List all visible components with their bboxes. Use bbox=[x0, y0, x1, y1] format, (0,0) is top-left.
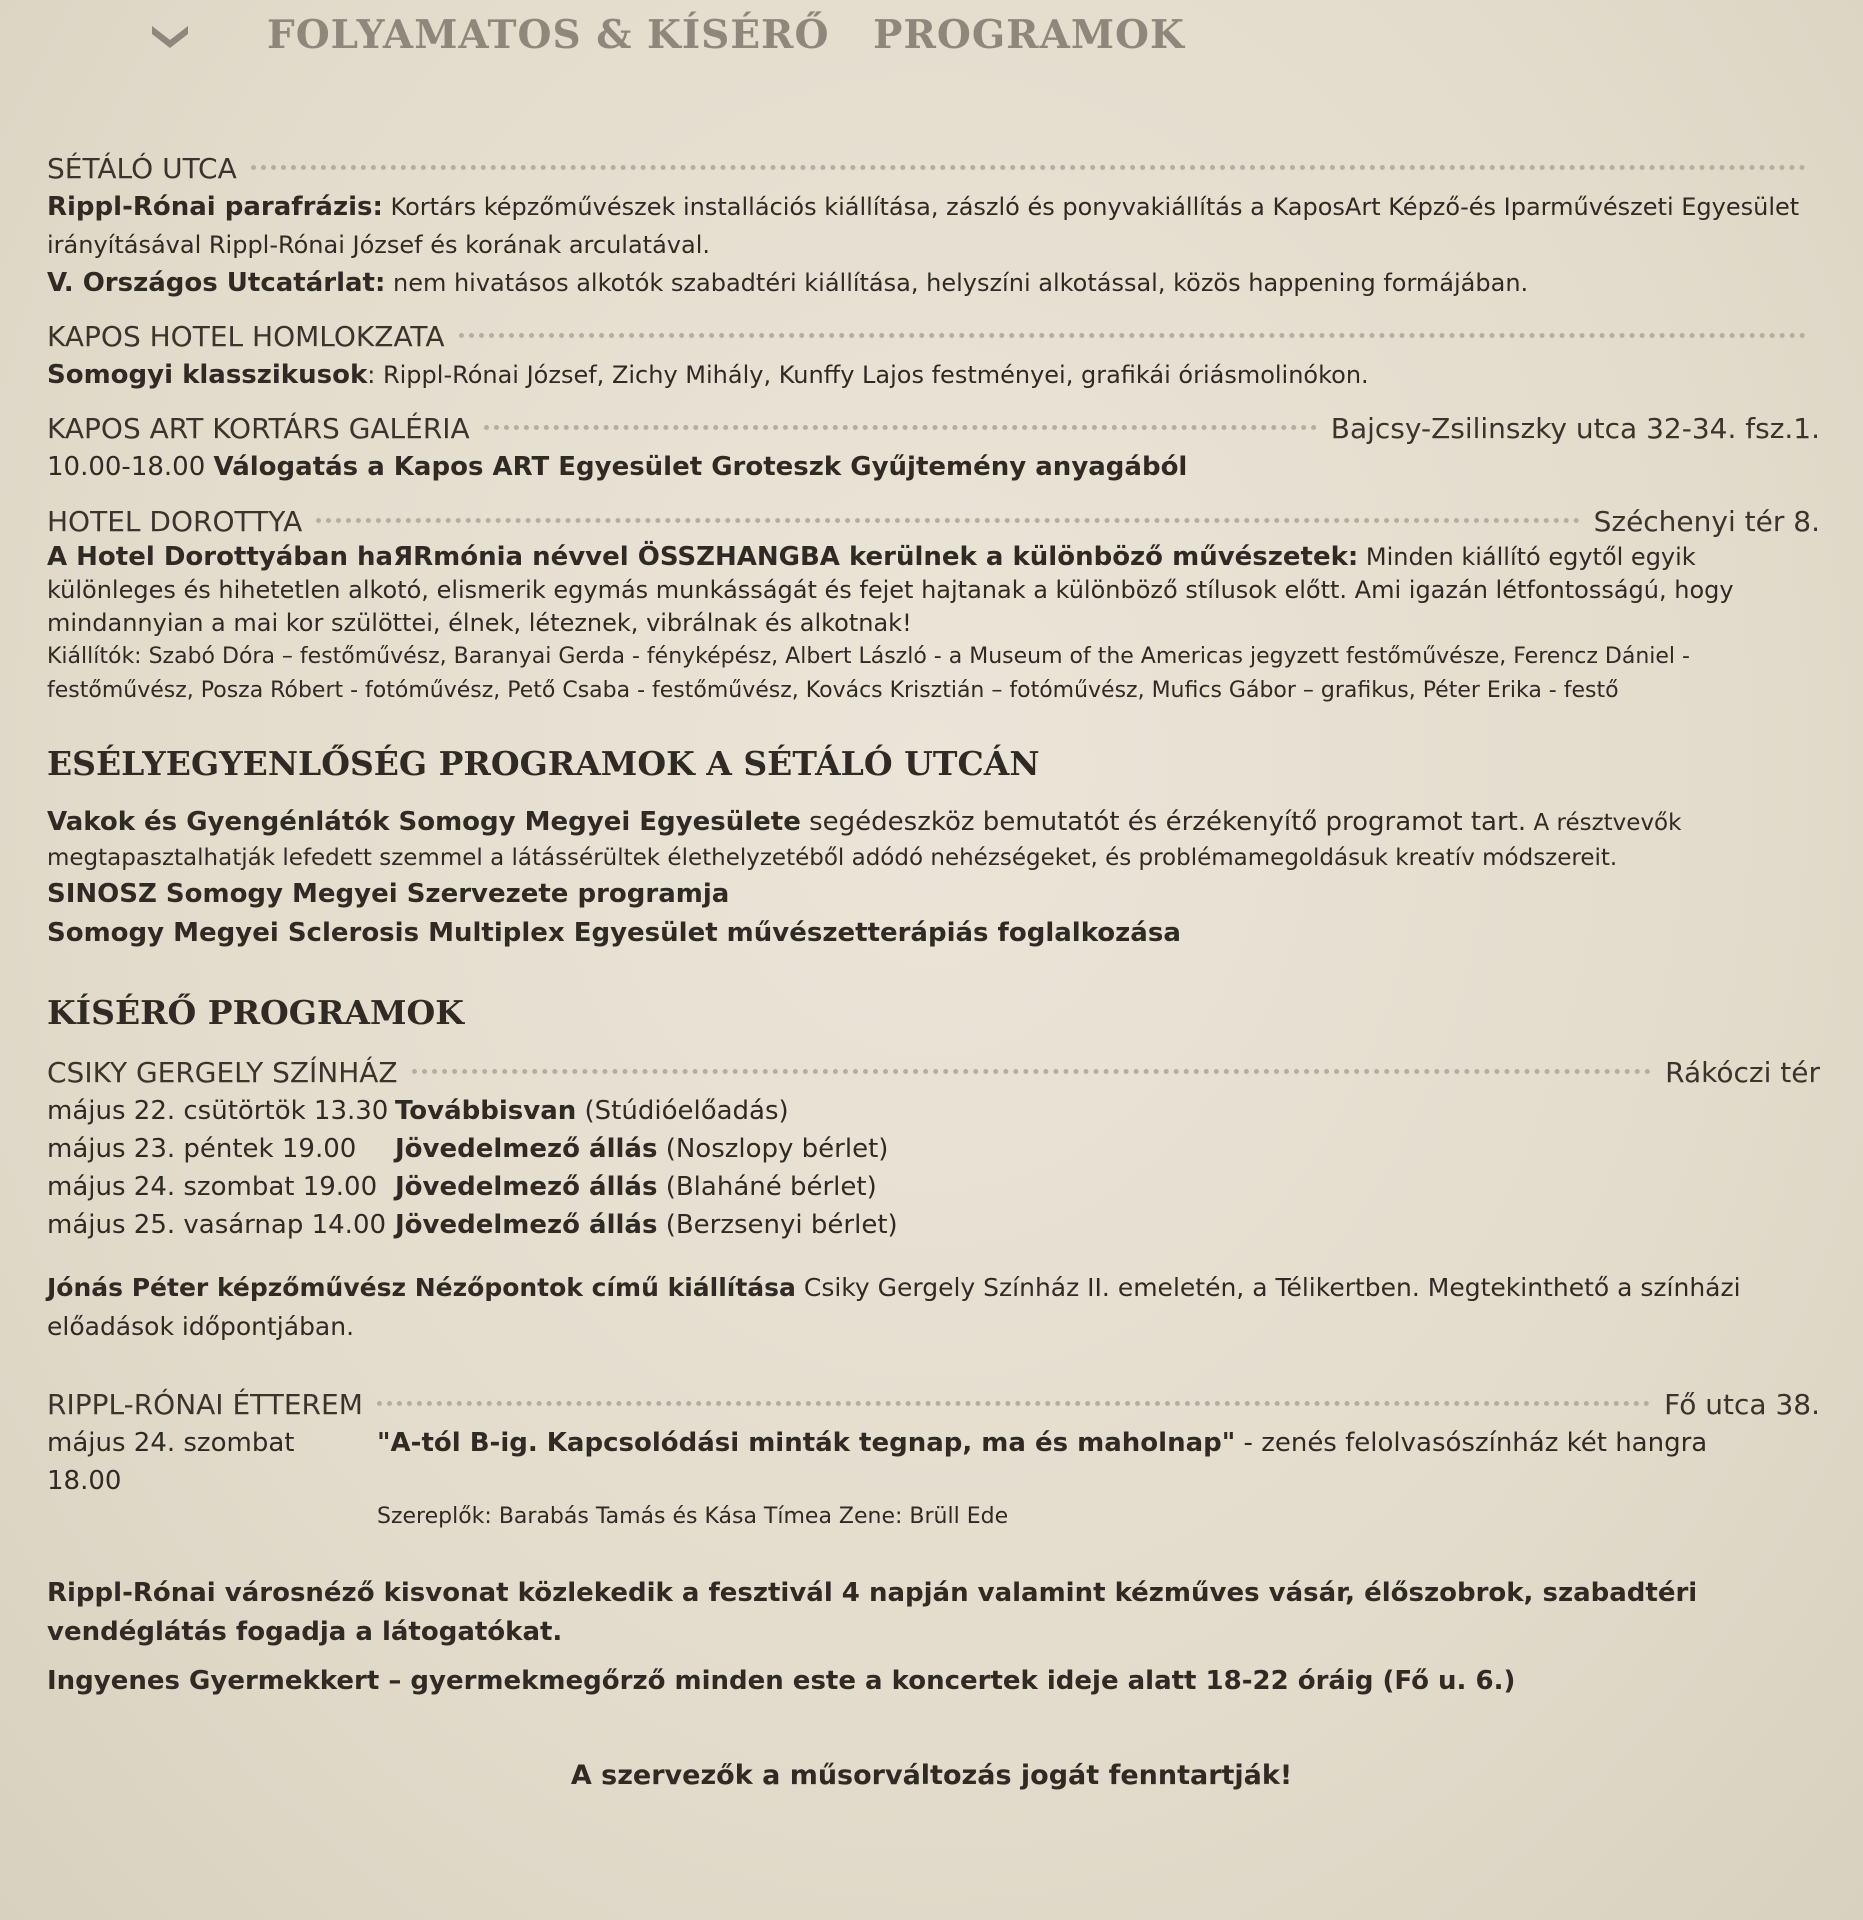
program-line: SINOSZ Somogy Megyei Szervezete programja bbox=[47, 879, 730, 909]
dotted-leader bbox=[459, 333, 1806, 338]
program-description: : Rippl-Rónai József, Zichy Mihály, Kunffy Lajos festményei, grafikái óriásmolinókon. bbox=[367, 361, 1369, 389]
program-item bbox=[47, 356, 1820, 394]
event-title: Jövedelmező állás bbox=[395, 1172, 658, 1202]
program-note: A résztvevők megtapasztalhatják lefedett szemmel a látássérültek élethelyzetéből adódó nehézségeket, és problémamegoldásuk kreatív módszereit. bbox=[47, 810, 1682, 871]
schedule-event bbox=[395, 1168, 1820, 1206]
event-title: Jövedelmező állás bbox=[395, 1210, 658, 1240]
venue-name: KAPOS ART KORTÁRS GALÉRIA bbox=[47, 412, 470, 445]
program-time: 10.00-18.00 bbox=[47, 452, 214, 482]
exhibitors: Kiállítók: Szabó Dóra – festőművész, Baranyai Gerda - fényképész, Albert László - a Museum of the Americas jegyzett festőművésze, Ferencz Dániel - festőművész, Posza Róbert - fotóművész, Pető Csaba - festőművész, Kovács Krisztián – fotóművész, Mufics Gábor – grafikus, Péter Erika - festő bbox=[47, 644, 1690, 703]
schedule-date: május 24. szombat 18.00 bbox=[47, 1428, 295, 1496]
venue-address: Rákóczi tér bbox=[1665, 1056, 1820, 1089]
dotted-leader bbox=[377, 1401, 1650, 1406]
venue-name: HOTEL DOROTTYA bbox=[47, 505, 303, 538]
program-title: Válogatás a Kapos ART Egyesület Groteszk Gyűjtemény anyagából bbox=[213, 452, 1188, 482]
venue-header bbox=[47, 503, 1820, 541]
program-description: Csiky Gergely Színház II. emeletén, a Télikertben. Megtekinthető a színházi előadások időpontjában. bbox=[47, 1273, 1741, 1341]
program-description: Minden kiállító egytől egyik különleges és hihetetlen alkotó, elismerik egymás munkásságát és fejet hajtanak a különböző stílusok előtt. Ami igazán létfontosságú, hogy mindannyian a mai kor szülöttei, élnek, léteznek, vibrálnak és alkotnak! bbox=[47, 543, 1734, 637]
schedule bbox=[47, 1424, 1820, 1534]
venue-address: Fő utca 38. bbox=[1664, 1388, 1820, 1421]
extra-info bbox=[47, 1574, 1820, 1701]
program-description: nem hivatásos alkotók szabadtéri kiállítása, helyszíni alkotással, közös happening formájában. bbox=[385, 269, 1529, 297]
event-title: "A-tól B-ig. Kapcsolódási minták tegnap, ma és maholnap" bbox=[377, 1428, 1236, 1458]
info-line: Rippl-Rónai városnéző kisvonat közlekedik a fesztivál 4 napján valamint kézműves vásár, élőszobrok, szabadtéri vendéglátás fogadja a látogatókat. bbox=[47, 1578, 1698, 1647]
venue-address: Bajcsy-Zsilinszky utca 32-34. fsz.1. bbox=[1330, 412, 1820, 445]
schedule-event bbox=[395, 1130, 1820, 1168]
venue-header bbox=[47, 150, 1820, 188]
dotted-leader bbox=[412, 1069, 1652, 1074]
section-heading: KÍSÉRŐ PROGRAMOK bbox=[47, 993, 464, 1032]
schedule bbox=[47, 1092, 1820, 1244]
program-item bbox=[47, 264, 1820, 302]
section-hotel-dorottya bbox=[47, 503, 1820, 708]
page-header bbox=[150, 12, 1185, 58]
venue-name: SÉTÁLÓ UTCA bbox=[47, 152, 237, 185]
event-title: Jövedelmező állás bbox=[395, 1134, 658, 1164]
section-kapos-art bbox=[47, 410, 1820, 487]
section-esely bbox=[47, 805, 1820, 953]
program-line: Somogy Megyei Sclerosis Multiplex Egyesület művészetterápiás foglalkozása bbox=[47, 918, 1181, 948]
program-item bbox=[47, 805, 1820, 875]
dotted-leader bbox=[316, 518, 1579, 523]
schedule-event bbox=[395, 1206, 1820, 1244]
program-title: Rippl-Rónai parafrázis: bbox=[47, 192, 383, 222]
schedule-event bbox=[377, 1424, 1820, 1500]
venue-header bbox=[47, 1054, 1820, 1092]
section-setalo-utca bbox=[47, 150, 1820, 302]
schedule-date: május 22. csütörtök 13.30 bbox=[47, 1096, 389, 1126]
section-kapos-hotel bbox=[47, 318, 1820, 394]
dotted-leader bbox=[484, 425, 1317, 430]
dotted-leader bbox=[251, 165, 1806, 170]
schedule-date: május 23. péntek 19.00 bbox=[47, 1134, 357, 1164]
schedule-date: május 25. vasárnap 14.00 bbox=[47, 1210, 387, 1240]
section-csiky bbox=[47, 1054, 1820, 1244]
program-item bbox=[47, 448, 1820, 487]
venue-header bbox=[47, 1386, 1820, 1424]
event-note: - zenés felolvasószínház két hangra bbox=[1235, 1428, 1708, 1458]
venue-name: RIPPL-RÓNAI ÉTTEREM bbox=[47, 1388, 363, 1421]
schedule-event bbox=[395, 1092, 1820, 1130]
event-cast: Szereplők: Barabás Tamás és Kása Tímea Zene: Brüll Ede bbox=[377, 1504, 1009, 1529]
program-title: Vakok és Gyengénlátók Somogy Megyei Egyesülete bbox=[47, 807, 801, 837]
program-item bbox=[47, 541, 1820, 640]
program-title: Somogyi klasszikusok bbox=[47, 360, 368, 390]
program-description: Kortárs képzőművészek installációs kiállítása, zászló és ponyvakiállítás a KaposArt Képző-és Iparművészeti Egyesület irányításával Rippl-Rónai József és korának arculatával. bbox=[47, 193, 1800, 259]
event-note: (Berzsenyi bérlet) bbox=[657, 1210, 898, 1240]
venue-header bbox=[47, 318, 1820, 356]
footer-note: A szervezők a műsorváltozás jogát fenntartják! bbox=[570, 1760, 1293, 1791]
venue-name: CSIKY GERGELY SZÍNHÁZ bbox=[47, 1056, 398, 1089]
venue-name: KAPOS HOTEL HOMLOKZATA bbox=[47, 320, 445, 353]
schedule-date: május 24. szombat 19.00 bbox=[47, 1172, 378, 1202]
event-note: (Stúdióelőadás) bbox=[576, 1096, 789, 1126]
program-title: V. Országos Utcatárlat: bbox=[47, 268, 386, 298]
venue-header bbox=[47, 410, 1820, 448]
program-title: A Hotel Dorottyában haЯRmónia névvel ÖSSZHANGBA kerülnek a különböző művészetek: bbox=[47, 542, 1359, 572]
program-item bbox=[47, 1268, 1820, 1346]
info-line: Ingyenes Gyermekkert – gyermekmegőrző minden este a koncertek ideje alatt 18-22 óráig (Fő u. 6.) bbox=[47, 1666, 1516, 1696]
event-note: (Noszlopy bérlet) bbox=[657, 1134, 889, 1164]
page-title: FOLYAMATOS & KÍSÉRŐ PROGRAMOK bbox=[267, 12, 1185, 58]
section-heading: ESÉLYEGYENLŐSÉG PROGRAMOK A SÉTÁLÓ UTCÁN bbox=[47, 744, 1040, 783]
program-description: segédeszköz bemutatót és érzékenyítő programot tart. bbox=[800, 807, 1527, 837]
program-item bbox=[47, 188, 1820, 264]
section-rippl-etterem bbox=[47, 1386, 1820, 1534]
chevron-down-icon bbox=[150, 20, 190, 50]
event-title: Továbbisvan bbox=[395, 1096, 577, 1126]
program-title: Jónás Péter képzőművész Nézőpontok című kiállítása bbox=[47, 1273, 796, 1302]
content bbox=[47, 150, 1820, 1701]
event-note: (Blaháné bérlet) bbox=[657, 1172, 877, 1202]
venue-address: Széchenyi tér 8. bbox=[1593, 505, 1820, 538]
